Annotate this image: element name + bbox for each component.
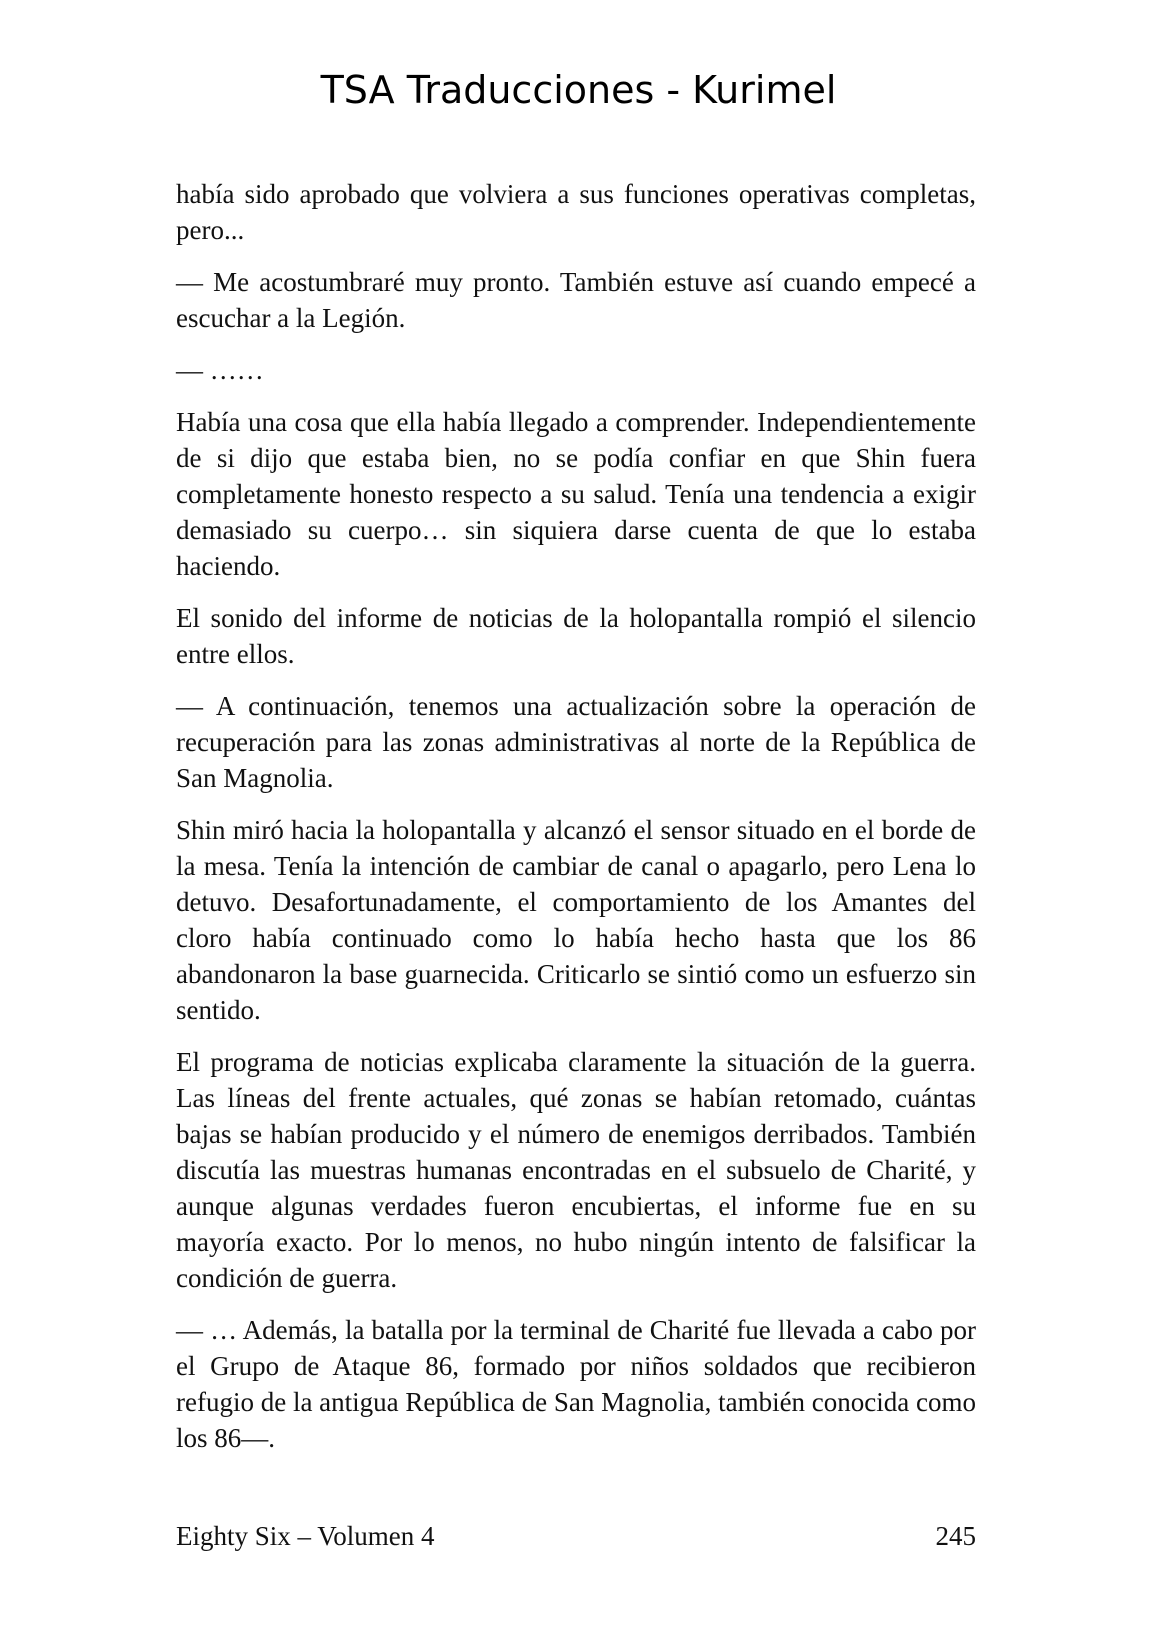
paragraph: — Me acostumbraré muy pronto. También estuve así cuando empecé a escuchar a la Legión.	[176, 267, 976, 333]
paragraph: — … Además, la batalla por la terminal de Charité fue llevada a cabo por el Grupo de Ataque 86, formado por niños soldados que recibieron refugio de la antigua República de San Magnolia, también conocida como los 86—.	[176, 1315, 976, 1453]
paragraph: Había una cosa que ella había llegado a comprender. Independientemente de si dijo que estaba bien, no se podía confiar en que Shin fuera completamente honesto respecto a su salud. Tenía una tendencia a exigir demasiado su cuerpo… sin siquiera darse cuenta de que lo estaba haciendo.	[176, 407, 976, 581]
page-number: 245	[935, 1521, 976, 1551]
paragraph: — ……	[176, 355, 264, 385]
paragraph: El programa de noticias explicaba claramente la situación de la guerra. Las líneas del frente actuales, qué zonas se habían retomado, cuántas bajas se habían producido y el número de enemigos derribados. También discutía las muestras humanas encontradas en el subsuelo de Charité, y aunque algunas verdades fueron encubiertas, el informe fue en su mayoría exacto. Por lo menos, no hubo ningún intento de falsificar la condición de guerra.	[176, 1047, 976, 1293]
footer-book-title: Eighty Six – Volumen 4	[176, 1521, 435, 1551]
page-footer	[176, 1518, 976, 1554]
paragraph: Shin miró hacia la holopantalla y alcanzó el sensor situado en el borde de la mesa. Tenía la intención de cambiar de canal o apagarlo, pero Lena lo detuvo. Desafortunadamente, el comportamiento de los Amantes del cloro había continuado como lo había hecho hasta que los 86 abandonaron la base guarnecida. Criticarlo se sintió como un esfuerzo sin sentido.	[176, 815, 976, 1025]
paragraph: — A continuación, tenemos una actualización sobre la operación de recuperación para las zonas administrativas al norte de la República de San Magnolia.	[176, 691, 976, 793]
running-header: TSA Traducciones - Kurimel	[320, 68, 837, 112]
paragraph: había sido aprobado que volviera a sus funciones operativas completas, pero...	[176, 179, 976, 245]
paragraph: El sonido del informe de noticias de la holopantalla rompió el silencio entre ellos.	[176, 603, 976, 669]
body-text	[176, 176, 976, 1472]
